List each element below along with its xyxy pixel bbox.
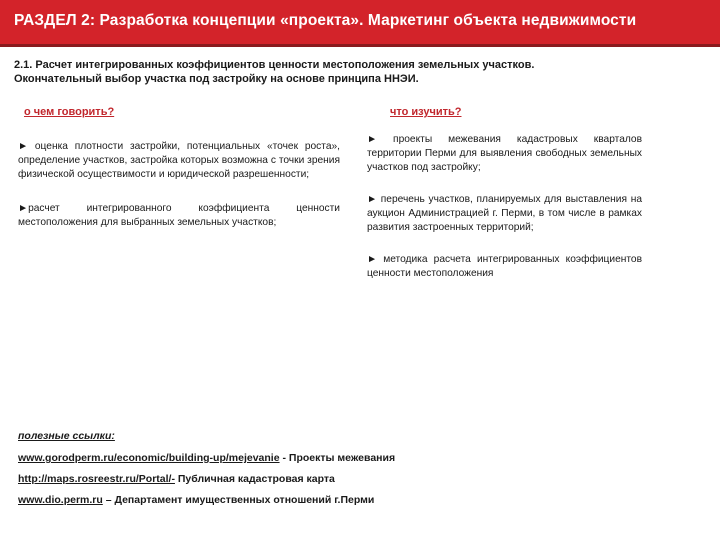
left-column <box>18 140 340 250</box>
page-title: РАЗДЕЛ 2: Разработка концепции «проекта». Маркетинг объекта недвижимости <box>14 12 637 29</box>
link-gorodperm[interactable]: www.gorodperm.ru/economic/building-up/mejevanie <box>18 452 280 464</box>
right-paragraph-2: ► перечень участков, планируемых для выставления на аукцион Администрацией г. Перми, в том числе в рамках развития застроенных территорий; <box>367 194 642 233</box>
right-column-heading: что изучить? <box>390 106 462 118</box>
link-rosreestr-desc: Публичная кадастровая карта <box>174 473 335 485</box>
link-gorodperm-desc: - Проекты межевания <box>279 452 396 464</box>
left-column-heading: о чем говорить? <box>24 106 115 118</box>
subtitle-line-2: Окончательный выбор участка под застройку на основе принципа ННЭИ. <box>14 73 419 85</box>
right-column <box>367 133 642 299</box>
left-paragraph-2: ►расчет интегрированного коэффициента ценности местоположения для выбранных земельных участков; <box>18 203 340 228</box>
left-paragraph-1: ► оценка плотности застройки, потенциальных «точек роста», определение участков, застройка которых возможна с точки зрения физической осуществимости и юридической разрешенности; <box>18 141 340 180</box>
right-paragraph-3: ► методика расчета интегрированных коэффициентов ценности местоположения <box>367 254 642 279</box>
link-dio-desc: – Департамент имущественных отношений г.Перми <box>102 494 375 506</box>
right-paragraph-1: ► проекты межевания кадастровых кварталов территории Перми для выявления свободных земельных участков под застройку; <box>367 134 642 173</box>
useful-links <box>18 430 708 515</box>
header-divider <box>0 44 720 47</box>
subtitle-line-1: 2.1. Расчет интегрированных коэффициентов ценности местоположения земельных участков. <box>14 59 535 71</box>
link-row-mejevanie <box>18 452 708 464</box>
links-heading: полезные ссылки: <box>18 430 115 442</box>
section-subtitle <box>14 58 704 86</box>
link-dio[interactable]: www.dio.perm.ru <box>18 494 103 506</box>
link-row-rosreestr <box>18 473 708 485</box>
header-bar <box>0 0 720 44</box>
link-row-dio <box>18 494 708 506</box>
link-rosreestr[interactable]: http://maps.rosreestr.ru/Portal/- <box>18 473 175 485</box>
